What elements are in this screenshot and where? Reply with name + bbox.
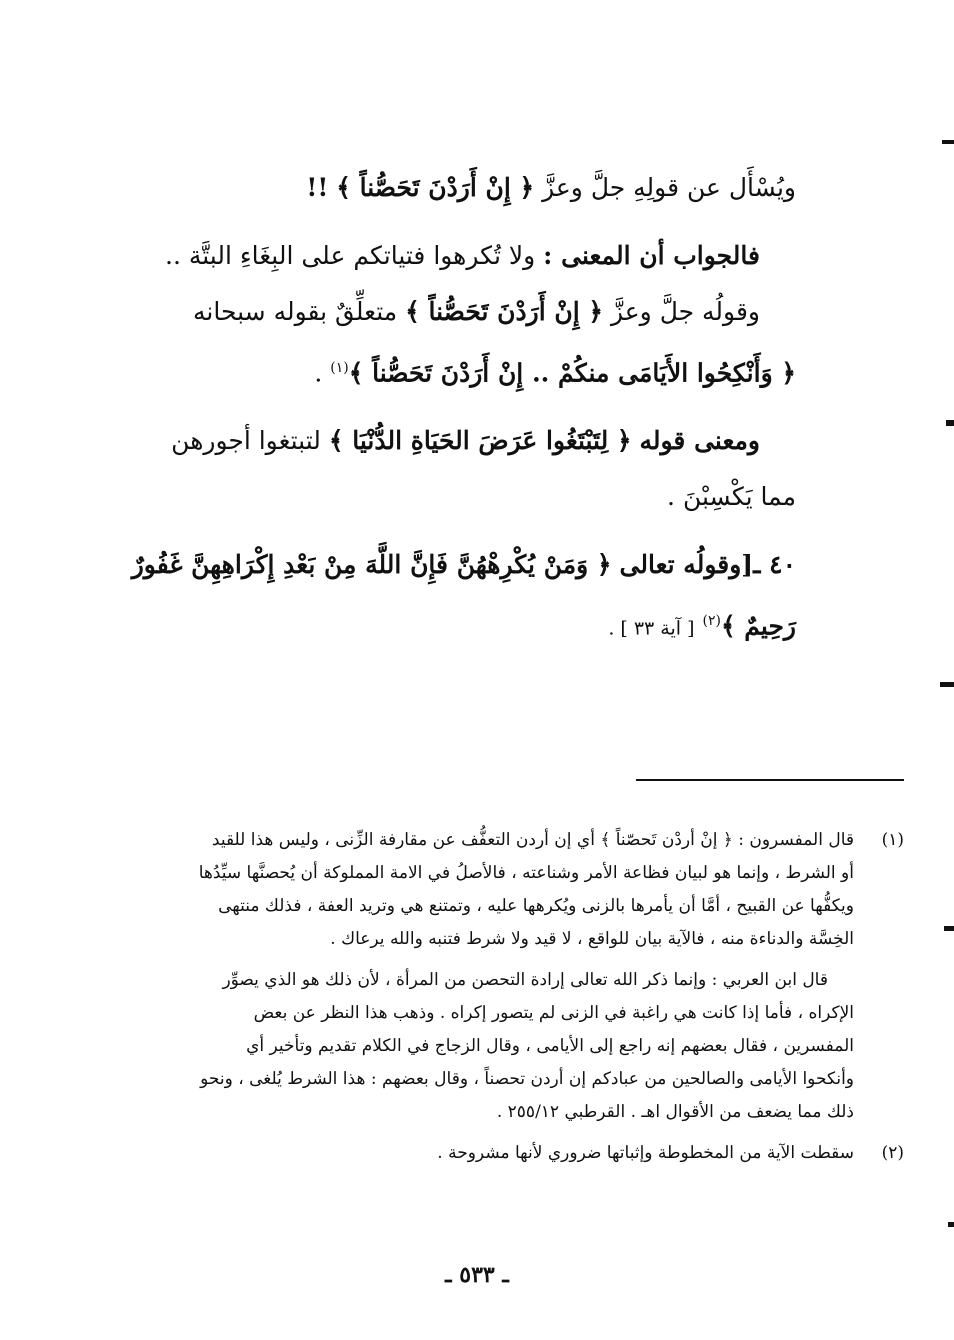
quran-quote: ﴿ وَمَنْ يُكْرِهْهُنَّ فَإِنَّ اللَّهَ مِنْ بَعْدِ إِكْرَاهِهِنَّ غَفُورٌ: [131, 550, 612, 580]
footnote-line: قال ابن العربي : وإنما ذكر الله تعالى إرادة التحصن من المرأة ، لأن ذلك هو الذي يصوِّر: [222, 970, 828, 990]
quran-quote: ﴿ إِنْ أَرَدْنَ تَحَصُّناً ﴾: [405, 297, 604, 326]
paragraph-answer: [110, 228, 796, 284]
text-segment: ومعنى قوله: [639, 426, 760, 456]
footnote-line: الخِسَّة والدناءة منه ، فالآية بيان للواقع ، لا قيد ولا شرط فتنبه والله يرعاك .: [330, 929, 854, 949]
text-segment: متعلِّقٌ بقوله سبحانه: [193, 297, 398, 326]
scan-mark: [946, 420, 954, 426]
paragraph-line: [110, 284, 796, 340]
main-text: [110, 160, 796, 657]
quran-quote: ﴿ وَأَنْكِحُوا الأَيَامَى منكُمْ .. إِنْ أَرَدْنَ تَحَصُّناً ﴾: [348, 358, 796, 388]
paragraph-line: [110, 469, 796, 525]
text-segment: مما يَكْسِبْنَ .: [667, 482, 796, 512]
footnote-ref: (١): [330, 360, 349, 376]
footnote-line: أو الشرط ، وإنما هو لبيان فظاعة الأمر وشناعته ، فالأصلُ في الامة المملوكة أن يُحصنَّها سيِّدُها: [198, 863, 854, 883]
quran-quote: رَحِيمٌ ﴾: [720, 611, 796, 641]
text-segment: [وقولُه تعالى: [619, 550, 754, 580]
text-segment: لتبتغوا أجورهن: [171, 426, 321, 456]
footnote-ref: (٢): [702, 613, 721, 630]
quran-quote: ﴿ إِنْ أَرَدْنَ تَحَصُّناً ﴾: [336, 173, 535, 202]
scan-mark: [940, 682, 954, 687]
text-segment: ولا تُكرهوا فتياتكم على البِغَاءِ البتَّة ..: [165, 241, 536, 270]
paragraph-line: [110, 413, 796, 469]
footnote-number: (١): [881, 830, 904, 850]
text-segment: ويُسْأَل عن قولِهِ جلَّ وعزَّ: [542, 173, 796, 202]
quran-quote: ﴿ لِتَبْتَغُوا عَرَضَ الحَيَاةِ الدُّنْيَا ﴾: [328, 426, 632, 456]
answer-label: فالجواب أن المعنى :: [543, 241, 760, 270]
item-number: ٤٠ ـ: [753, 550, 796, 580]
scan-mark: [942, 140, 954, 144]
scan-mark: [944, 926, 954, 931]
verse-reference: [ آية ٣٣ ] .: [608, 617, 695, 640]
paragraph-line: [110, 593, 796, 656]
paragraph-line: [110, 340, 796, 401]
page-number: ـ ٥٣٣ ـ: [445, 1262, 509, 1288]
footnotes: [110, 824, 904, 1170]
footnote-line: المفسرين ، فقال بعضهم إنه راجع إلى الأيامى ، وقال الزجاج في الكلام تقديم وتأخير أي: [246, 1036, 854, 1056]
footnote-line: قال المفسرون : ﴿ إنْ أردْن تَحصّناً ﴾ أي إن أردن التعفُّف عن مقارفة الزِّنى ، وليس هذا للقيد: [211, 830, 854, 850]
footnote-line: ذلك مما يضعف من الأقوال اهـ . القرطبي ٢٥٥/١٢ .: [496, 1102, 854, 1122]
paragraph-line: [110, 537, 796, 593]
footnote-separator: [636, 779, 904, 781]
text-segment: !!: [306, 173, 329, 202]
footnote-2: [110, 1137, 904, 1170]
footnote-number: (٢): [881, 1143, 904, 1163]
footnote-1: [110, 824, 904, 1129]
footnote-line: وأنكحوا الأيامى والصالحين من عبادكم إن أردن تحصناً ، وقال بعضهم : هذا الشرط يُلغى ، ونحو: [200, 1069, 854, 1089]
text-segment: .: [314, 358, 323, 388]
footnote-line: الإكراه ، فأما إذا كانت هي راغبة في الزنى لم يتصور إكراه . وذهب هذا النظر عن بعض: [253, 1003, 854, 1023]
paragraph-question: [110, 160, 796, 216]
text-segment: وقولُه جلَّ وعزَّ: [610, 297, 760, 326]
footnote-line: سقطت الآية من المخطوطة وإثباتها ضروري لأنها مشروحة .: [437, 1143, 854, 1163]
footnote-line: ويكفُّها عن القبيح ، أمَّا أن يأمرها بالزنى ويُكرهها عليه ، وتمتنع هي وتريد العفة ، فذلك منتهى: [218, 896, 854, 916]
scan-mark: [948, 1222, 954, 1227]
